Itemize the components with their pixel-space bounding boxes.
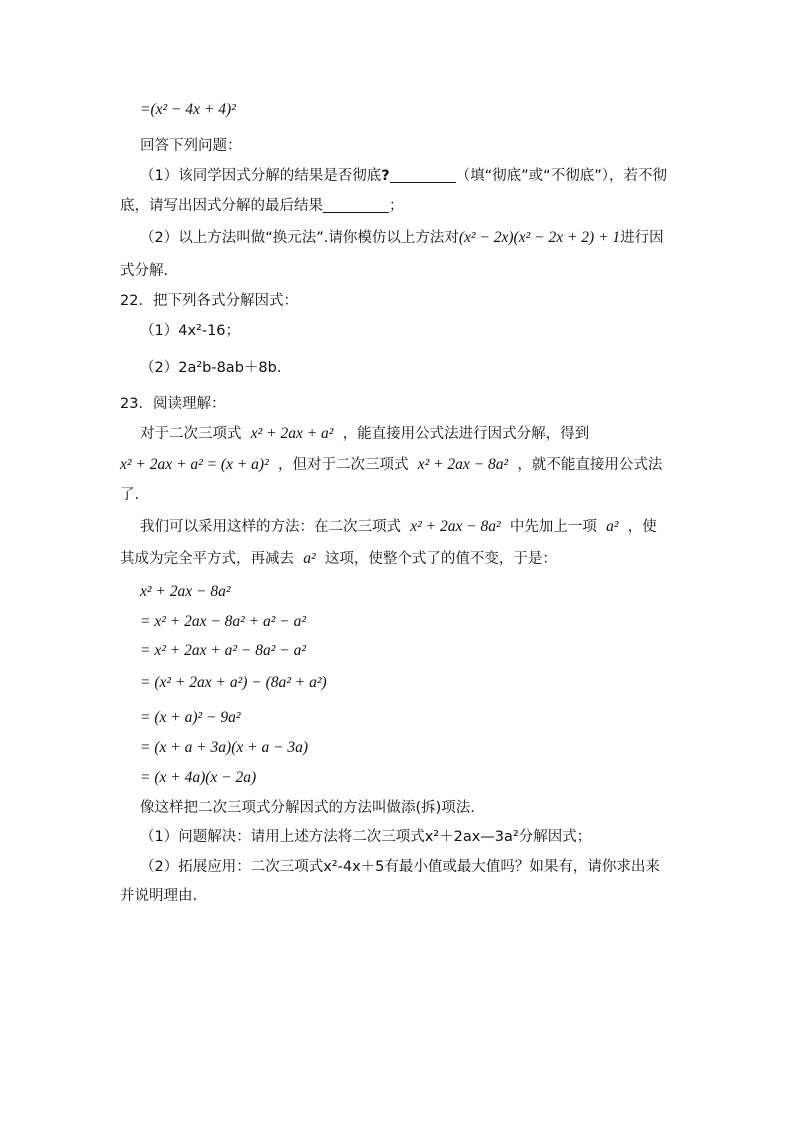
q21-part1-text-c: 底，请写出因式分解的最后结果 <box>120 198 323 214</box>
step-4: = (x + a)² − 9a² <box>140 709 241 726</box>
q23-para4-text-b: 中先加上一项 <box>509 519 597 535</box>
q23-para4-text-a: 我们可以采用这样的方法：在二次三项式 <box>140 519 401 535</box>
q21-part2-line2: 式分解. <box>120 263 169 279</box>
q23-para5 <box>120 549 557 569</box>
q23-title: 23．阅读理解： <box>120 396 226 412</box>
q23-item-1: （1）问题解决：请用上述方法将二次三项式x²＋2ax—3a²分解因式； <box>140 829 592 845</box>
q23-para4-expression-2: a² <box>606 518 619 535</box>
q23-para2-expression-1: x² + 2ax + a² = (x + a)² <box>120 456 269 473</box>
q23-para1-text-a: 对于二次三项式 <box>140 426 242 442</box>
q21-part1-line1 <box>140 166 667 186</box>
q22-item-2: （2）2a²b-8ab＋8b． <box>140 360 292 376</box>
question-mark: ? <box>381 168 390 184</box>
answer-blank-1[interactable] <box>390 167 456 183</box>
q23-para5-text-a: 其成为完全平方式，再减去 <box>120 551 294 567</box>
q23-item-2-line2: 并说明理由. <box>120 888 198 904</box>
q23-para4 <box>140 517 657 537</box>
q21-part2-line1 <box>140 228 664 248</box>
q21-part1-text-d: ； <box>389 198 404 214</box>
q21-part1-text-b: （填“彻底”或“不彻底”），若不彻 <box>455 168 667 184</box>
q23-para5-expression: a² <box>303 550 316 567</box>
q23-item-2-line1: （2）拓展应用：二次三项式x²-4x＋5有最小值或最大值吗？如果有，请你求出来 <box>140 859 660 875</box>
q23-para1-expression: x² + 2ax + a² <box>250 425 334 442</box>
top-equation: =(x² − 4x + 4)² <box>140 101 236 118</box>
q23-para3: 了. <box>120 487 140 503</box>
q23-para4-expression: x² + 2ax − 8a² <box>410 518 501 535</box>
q22-title: 22．把下列各式分解因式： <box>120 293 298 309</box>
q23-para5-text-b: 这项，使整个式了的值不变，于是： <box>324 551 557 567</box>
q23-para2-text-a: ，但对于二次三项式 <box>277 457 409 473</box>
method-note: 像这样把二次三项式分解因式的方法叫做添(拆)项法. <box>140 800 475 816</box>
q23-para1-text-b: ，能直接用公式法进行因式分解，得到 <box>342 426 590 442</box>
q21-part2-text-b: 进行因 <box>620 230 664 246</box>
step-3: = (x² + 2ax + a²) − (8a² + a²) <box>140 674 327 691</box>
q21-part1-line2 <box>120 196 404 216</box>
q23-para2-expression-2: x² + 2ax − 8a² <box>417 456 509 473</box>
answer-blank-2[interactable] <box>323 197 389 213</box>
q21-part1-text-a: （1）该同学因式分解的结果是否彻底 <box>140 168 382 184</box>
q21-part2-text-a: （2）以上方法叫做“换元法”.请你模仿以上方法对 <box>140 230 459 246</box>
step-1: = x² + 2ax − 8a² + a² − a² <box>140 613 307 630</box>
q23-para2-text-b: ，就不能直接用公式法 <box>517 457 663 473</box>
answer-intro: 回答下列问题： <box>140 138 242 154</box>
step-6: = (x + 4a)(x − 2a) <box>140 769 257 786</box>
step-5: = (x + a + 3a)(x + a − 3a) <box>140 739 309 756</box>
q22-item-1: （1）4x²-16； <box>140 323 241 339</box>
step-2: = x² + 2ax + a² − 8a² − a² <box>140 642 307 659</box>
q23-para4-text-c: ，使 <box>627 519 657 535</box>
q23-para2 <box>120 455 662 475</box>
step-0: x² + 2ax − 8a² <box>140 583 231 600</box>
q23-para1 <box>140 424 589 444</box>
q21-part2-expression: (x² − 2x)(x² − 2x + 2) + 1 <box>458 229 621 246</box>
